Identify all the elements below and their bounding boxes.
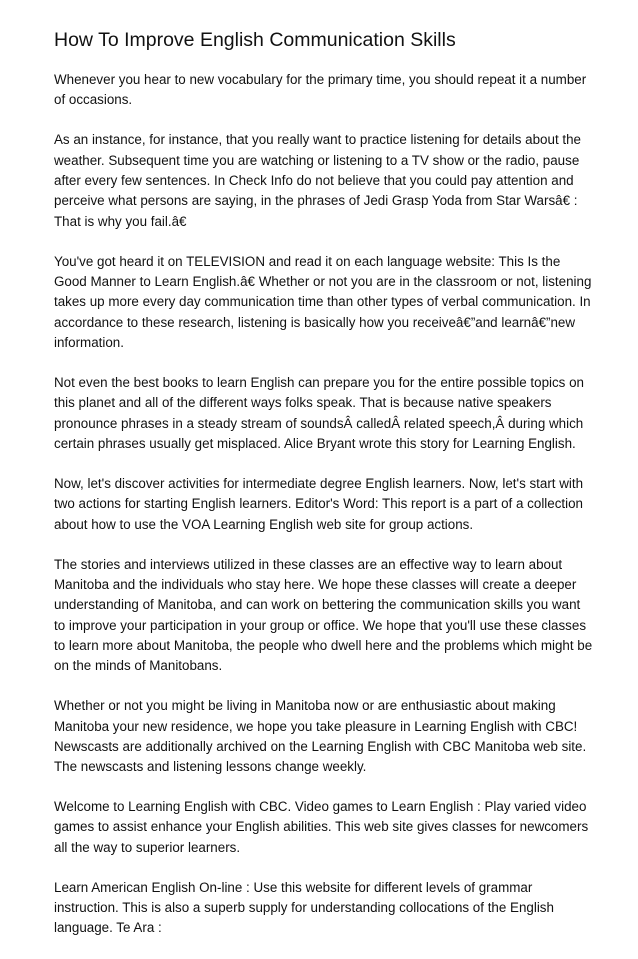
paragraph: Learn American English On-line : Use this website for different levels of grammar instruction. This is also a superb supply for understanding collocations of the English language. Te Ara : bbox=[54, 879, 554, 936]
document-title: How To Improve English Communication Skills bbox=[54, 29, 456, 51]
paragraph: Whenever you hear to new vocabulary for the primary time, you should repeat it a number of occasions. bbox=[54, 72, 587, 108]
document-body bbox=[54, 26, 594, 959]
paragraph: The stories and interviews utilized in these classes are an effective way to learn about Manitoba and the individuals who stay here. We hope these classes will create a deeper understanding of Manitoba, and can work on bettering the communication skills you want to improve your participation in your group or office. We hope that you'll use these classes to learn more about Manitoba, the people who dwell here and the problems which might be on the minds of Manitobans. bbox=[54, 556, 593, 674]
paragraph: You've got heard it on TELEVISION and read it on each language website: This Is the Good Manner to Learn English.â€ Whether or not you are in the classroom or not, listening takes up more every day communication time than other types of verbal communication. In accordance to these research, listening is basically how you receiveâ€”and learnâ€”new information. bbox=[54, 253, 592, 350]
paragraph: Welcome to Learning English with CBC. Video games to Learn English : Play varied video games to assist enhance your English abilities. This web site gives classes for newcomers all the way to superior learners. bbox=[54, 799, 589, 855]
paragraph: Not even the best books to learn English can prepare you for the entire possible topics on this planet and all of the different ways folks speak. That is because native speakers pronounce phrases in a steady stream of soundsÂ calledÂ related speech,Â during which certain phrases usually get misplaced. Alice Bryant wrote this story for Learning English. bbox=[54, 374, 584, 451]
paragraph: Now, let's discover activities for intermediate degree English learners. Now, let's start with two actions for starting English learners. Editor's Word: This report is a part of a collection about how to use the VOA Learning English web site for group actions. bbox=[54, 475, 584, 532]
paragraph: Whether or not you might be living in Manitoba now or are enthusiastic about making Manitoba your new residence, we hope you take pleasure in Learning English with CBC! Newscasts are additionally archived on the Learning English with CBC Manitoba web site. The newscasts and listening lessons change weekly. bbox=[54, 698, 587, 775]
paragraph: As an instance, for instance, that you really want to practice listening for details about the weather. Subsequent time you are watching or listening to a TV show or the radio, pause after every few sentences. In Check Info do not believe that you could pay attention and perceive what persons are saying, in the phrases of Jedi Grasp Yoda from Star Warsâ€ : That is why you fail.â€ bbox=[54, 132, 581, 229]
